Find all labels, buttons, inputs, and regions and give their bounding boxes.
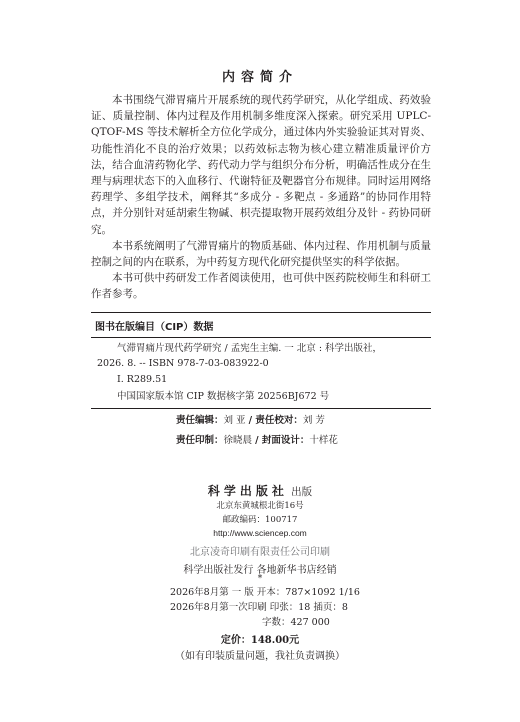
summary-paragraph: 本书可供中药研发工作者阅读使用，也可供中医药院校师生和科研工作者参考。: [91, 272, 431, 301]
publisher-suffix: 出版: [291, 486, 313, 498]
cover-designer-name: 十样花: [309, 435, 338, 446]
publisher-postcode: 邮政编码：100717: [222, 515, 298, 525]
publisher-address: 北京东黄城根北街16号: [216, 501, 304, 511]
cip-line: 气滞胃痛片现代药学研究 / 孟宪生主编. 一 北京 : 科学出版社，: [117, 343, 383, 354]
print-supervisor-name: 徐晓晨: [223, 435, 253, 446]
cip-line: 中国国家版本馆 CIP 数据核字第 20256BJ672 号: [117, 391, 330, 402]
word-count: 字数：427 000: [262, 617, 330, 628]
editor-label: 责任编辑：: [176, 415, 224, 426]
cip-heading: 图书在版编目（CIP）数据: [95, 322, 214, 333]
summary-body: [91, 92, 431, 303]
cover-designer-label: / 封面设计：: [255, 435, 310, 446]
summary-title: 内容简介: [221, 70, 298, 85]
cip-heading-rule: [91, 337, 431, 338]
publisher-website: http://www.sciencep.com: [213, 528, 307, 538]
price: 定价：148.00元: [220, 635, 300, 646]
printer-line: 北京凌奇印刷有限责任公司印刷: [190, 547, 330, 558]
distribution-line: 科学出版社发行 各地新华书店经销: [183, 565, 337, 576]
publisher-logo: 科学出版社: [207, 484, 288, 498]
editor-name: 刘 亚: [223, 415, 246, 426]
summary-paragraph: 本书围绕气滞胃痛片开展系统的现代药学研究，从化学组成、药效验证、质量控制、体内过程及作用机制多维度深入探索。研究采用 UPLC-QTOF-MS 等技术解析全方位化学成分，通过体内外实验验证其对胃炎、功能性消化不良的治疗效果；以药效标志物为核心建立精准质量评价方法，结合血清药物化学、药代动力学与组织分布分析，明确活性成分在生理与病理状态下的入血移行、代谢特征及靶器官分布规律。同时运用网络药理学、多组学技术，阐释其“多成分 - 多靶点 - 多通路”的协同作用特点，并分别针对延胡索生物碱、枳壳提取物开展药效组分及针 - 药协同研究。: [91, 94, 431, 236]
printing-info: 2026年8月第一次印刷 印张：18 插页：8: [170, 602, 348, 613]
proofreader-name: 刘 芳: [302, 415, 325, 426]
cip-bottom-rule: [91, 408, 431, 409]
publisher-line: [0, 482, 520, 499]
credit-line-production: [176, 434, 338, 447]
edition-info: 2026年8月第 一 版 开本：787×1092 1/16: [170, 587, 360, 598]
credit-line-editing: [176, 414, 325, 427]
cip-line: Ⅰ. R289.51: [117, 374, 168, 385]
proofreader-label: / 责任校对：: [248, 415, 303, 426]
cip-line: 2026. 8. -- ISBN 978-7-03-083922-0: [97, 358, 269, 369]
separator-star: *: [257, 574, 263, 584]
print-supervisor-label: 责任印制：: [176, 435, 224, 446]
summary-paragraph: 本书系统阐明了气滞胃痛片的物质基础、体内过程、作用机制与质量控制之间的内在联系，为中药复方现代化研究提供坚实的科学依据。: [91, 239, 431, 269]
quality-notice: （如有印装质量问题，我社负责调换）: [175, 651, 345, 662]
cip-top-rule: [91, 312, 431, 313]
